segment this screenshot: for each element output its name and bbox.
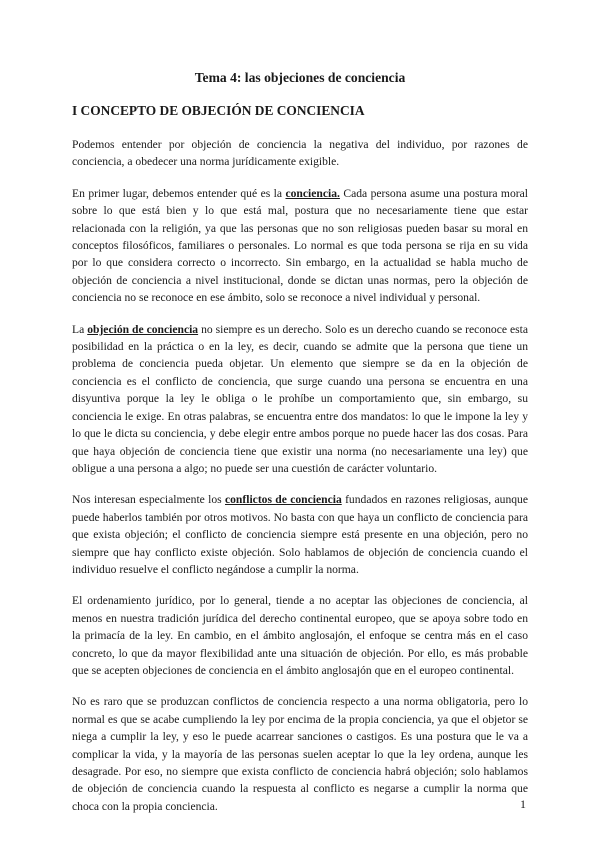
paragraph-ordenamiento: El ordenamiento jurídico, por lo general, tiende a no aceptar las objeciones de conciencia, al menos en nuestra tradición jurídica del derecho continental europeo, que se apoya sobre todo en la primacía de la ley. En cambio, en el ámbito anglosajón, el enfoque se centra más en el caso concreto, lo que da mayor flexibilidad ante una situación de objeción. Por ello, es más probable que se acepten objeciones de conciencia en el ámbito anglosajón que en el europeo continental. [72, 594, 528, 677]
document-page [72, 70, 528, 829]
term-conflictos-de-conciencia: conflictos de conciencia [224, 493, 342, 507]
paragraph-text: Nos interesan especialmente los [72, 493, 225, 507]
section-heading: I CONCEPTO DE OBJECIÓN DE CONCIENCIA [72, 103, 365, 118]
paragraph-conflictos [72, 491, 528, 578]
paragraph-definition: Podemos entender por objeción de conciencia la negativa del individuo, por razones de conciencia, a obedecer una norma jurídicamente exigible. [72, 138, 528, 169]
term-conciencia: conciencia. [285, 186, 340, 200]
term-objecion-de-conciencia: objeción de conciencia [87, 322, 199, 336]
paragraph-text: Cada persona asume una postura moral sobre lo que está bien y lo que está mal, postura que no necesariamente tiene que estar relacionada con la religión, ya que las personas que no son religiosas pueden basar su moral en conceptos filosóficos, familiares o personales. Lo normal es que toda persona se rija en su vida por lo que considera correcto o incorrecto. Sin embargo, en la actualidad se habla mucho de objeción de conciencia a nivel institucional, donde se dictan unas normas, pero la objeción de conciencia no se reconoce en ese ámbito, solo se reconoce a nivel individual y personal. [72, 186, 528, 305]
document-title: Tema 4: las objeciones de conciencia [194, 70, 406, 85]
paragraph-text: fundados en razones religiosas, aunque puede haberlos también por otros motivos. No basta con que haya un conflicto de conciencia para que exista objeción; el conflicto de conciencia siempre está presente en una objeción, pero no siempre que hay conflicto existe objeción. Solo hablamos de objeción de conciencia cuando el individuo resuelve el conflicto negándose a cumplir la norma. [72, 493, 528, 576]
paragraph-text: La [72, 322, 88, 336]
paragraph-text: no siempre es un derecho. Solo es un derecho cuando se reconoce esta posibilidad en la práctica o en la ley, es decir, cuando se admite que la persona que tiene un problema de conciencia pueda objetar. Un elemento que siempre se da en la objeción de conciencia es el conflicto de conciencia, que surge cuando una persona se encuentra en una disyuntiva porque la ley le obliga o le prohíbe un comportamiento que, sin embargo, su conciencia le exige. En otras palabras, se encuentra entre dos mandatos: lo que le impone la ley y lo que le dicta su conciencia, y debe elegir entre ambos porque no puede hacer las dos cosas. Para que haya objeción de conciencia tiene que existir una norma (no necesariamente una ley) que obligue a una persona a algo; no puede ser una cuestión de carácter voluntario. [72, 322, 528, 475]
paragraph-norma-obligatoria: No es raro que se produzcan conflictos de conciencia respecto a una norma obligatoria, pero lo normal es que se acabe cumpliendo la ley por encima de la propia conciencia, ya que el objetor se niega a cumplir la ley, y eso le puede acarrear sanciones o castigos. Es una postura que le va a complicar la vida, y la mayoría de las personas suelen aceptar lo que la ley ordena, aunque les desagrade. Por eso, no siempre que exista conflicto de conciencia habrá objeción; solo hablamos de objeción de conciencia cuando la respuesta al conflicto es negarse a cumplir la norma que choca con la propia conciencia. [72, 695, 528, 813]
paragraph-objecion [72, 321, 528, 478]
page-number: 1 [520, 797, 526, 811]
paragraph-text: En primer lugar, debemos entender qué es la [72, 186, 286, 200]
paragraph-conciencia [72, 185, 528, 307]
